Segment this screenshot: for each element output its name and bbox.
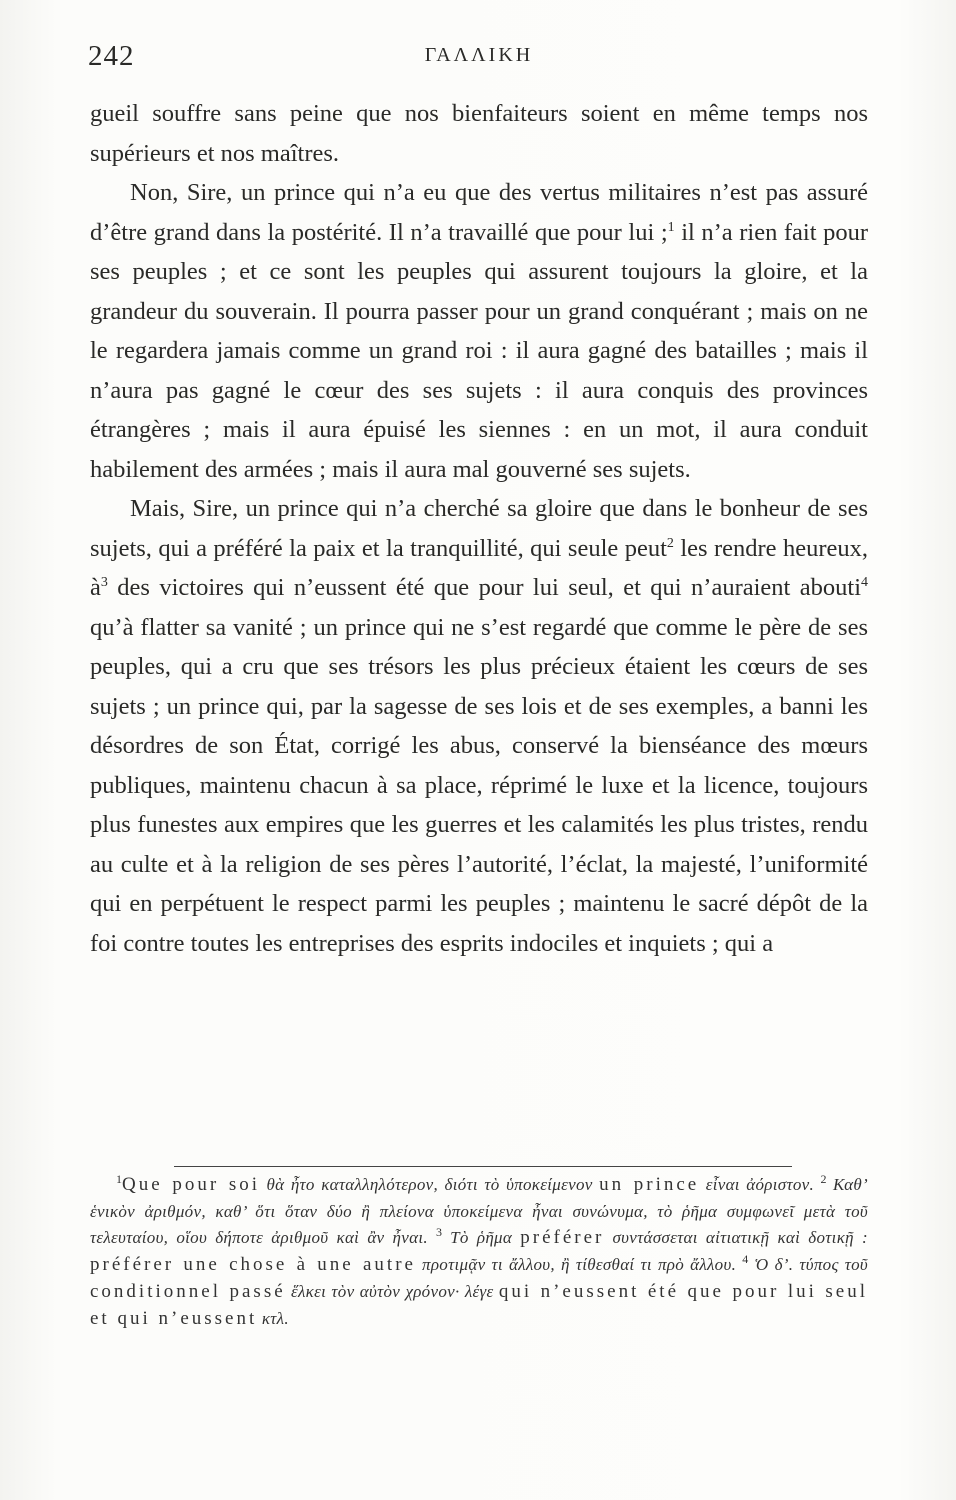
paragraph-3-text-b: les rendre heureux, à: [90, 534, 868, 601]
footnote-3-greek-c: προτιμᾷν τι ἄλλου, ἢ τίθεσθαί τι πρὸ ἄλλου.: [415, 1255, 743, 1275]
footnote-1-french-b: un prince: [599, 1174, 700, 1195]
footnote-ref-2: 2: [666, 535, 674, 551]
paragraph-3: [90, 489, 868, 963]
footnote-1-marker: 1: [116, 1172, 122, 1186]
footnote-4-marker: 4: [742, 1252, 749, 1267]
footnote-3-marker: 3: [436, 1225, 443, 1240]
paragraph-2: [90, 173, 868, 489]
footnote-1-greek-b: εἶναι ἀόριστον.: [699, 1175, 821, 1194]
footnote-4-greek-a: Ὁ δ’. τύπος τοῦ: [748, 1255, 868, 1275]
footnote-4-french-b: qui n’eussent été que pour lui seul et qui n’eussent: [90, 1280, 868, 1329]
footnote-4-french-a: conditionnel passé: [90, 1280, 286, 1302]
footnote-1-greek-a: θὰ ἦτο καταλληλότερον, διότι τὸ ὑποκείμενον: [260, 1175, 600, 1194]
footnote-3-greek-a: Τὸ ῥῆμα: [442, 1228, 521, 1248]
page-number: 242: [88, 40, 135, 72]
footnote-3-greek-b: συντάσσεται αἰτιατικῇ καὶ δοτικῇ :: [604, 1228, 868, 1248]
footnote-3-french-b: préférer une chose à une autre: [90, 1254, 416, 1276]
paragraph-2-text-a: Non, Sire, un prince qui n’a eu que des vertus militaires n’est pas assuré d’être grand dans la postérité. Il n’a travaillé que pour lui ;: [90, 179, 868, 246]
footnote-ref-3: 3: [100, 575, 108, 590]
paragraph-2-text-b: il n’a rien fait pour ses peuples ; et ce sont les peuples qui assurent toujours la gloire, et la grandeur du souverain. Il pourra passer pour un grand conquérant ; mais on ne le regardera jamais comme un grand roi : il aura gagné des batailles ; mais il n’aura pas gagné le cœur des ses sujets : il aura conquis des provinces étrangères ; mais il aura épuisé les siennes : en un mot, il aura conduit habilement des armées ; mais il aura mal gouverné ses sujets.: [90, 218, 868, 483]
footnote-ref-1: 1: [667, 219, 675, 235]
main-text: [90, 94, 868, 963]
footnote-4-greek-c: κτλ.: [257, 1308, 289, 1328]
footnote-block: [90, 1172, 868, 1332]
paragraph-3-text-c: des victoires qui n’eussent été que pour lui seul, et qui n’auraient abouti: [107, 574, 861, 601]
footnote-2-greek: Καθ’ ἑνικὸν ἀριθμόν, καθ’ ὅτι ὅταν δύο ἢ πλείονα ὑποκείμενα ἦναι συνώνυμα, τὸ ῥῆμα συμφωνεῖ μετὰ τοῦ τελευταίου, οἵου δήποτε ἀριθμοῦ καὶ ἂν ἦναι.: [90, 1175, 868, 1248]
footnote-4-greek-b: ἕλκει τὸν αὐτὸν χρόνον· λέγε: [285, 1281, 499, 1301]
paragraph-1-text: gueil souffre sans peine que nos bienfaiteurs soient en même temps nos supérieurs et nos maîtres.: [90, 100, 868, 167]
footnote-ref-4: 4: [861, 575, 868, 590]
paragraph-1: [90, 94, 868, 173]
paragraph-3-text-d: qu’à flatter sa vanité ; un prince qui ne s’est regardé que comme le père de ses peuples, qui a cru que ses trésors les plus précieux étaient les cœurs de ses sujets ; un prince qui, par la sagesse de ses lois et de ses exemples, a banni les désordres de son État, corrigé les abus, conservé la bienséance des mœurs publiques, maintenu chacun à sa place, réprimé le luxe et la licence, toujours plus funestes aux empires que les guerres et les calamités les plus tristes, rendu au culte et à la religion de ses pères l’autorité, l’éclat, la majesté, l’uniformité qui en perpétuent le respect parmi les peuples ; maintenu le sacré dépôt de la foi contre toutes les entreprises des esprits indociles et inquiets ; qui a: [90, 613, 868, 957]
footnotes: [90, 1172, 868, 1332]
page-header: [88, 40, 870, 80]
footnote-2-marker: 2: [820, 1172, 827, 1186]
running-title: ΓΑΛΛΙΚΗ: [424, 44, 534, 66]
paragraph-3-text-a: Mais, Sire, un prince qui n’a cherché sa gloire que dans le bonheur de ses sujets, qui a préféré la paix et la tranquillité, qui seule peut: [90, 495, 868, 562]
footnote-3-french-a: préférer: [520, 1227, 605, 1249]
footnote-divider: [174, 1166, 792, 1167]
footnote-1-french-a: Que pour soi: [122, 1174, 260, 1195]
